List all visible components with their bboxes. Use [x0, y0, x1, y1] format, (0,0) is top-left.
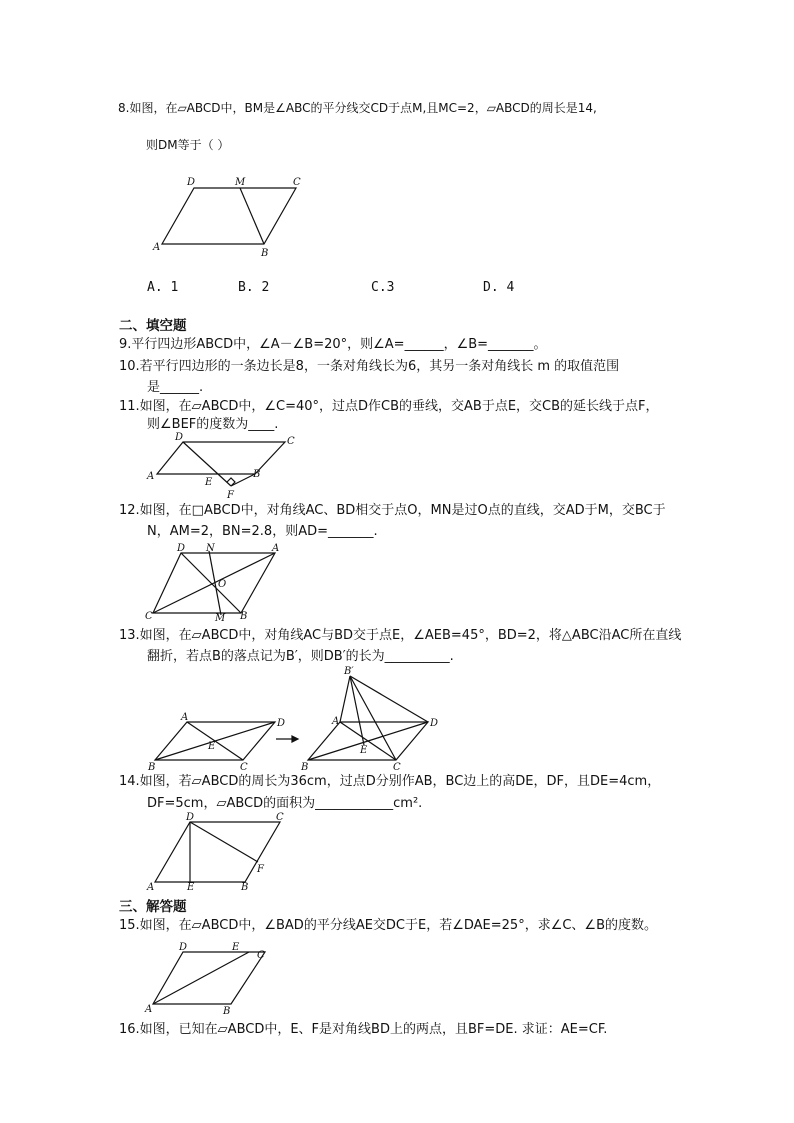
q8-option-b: B. 2 — [238, 280, 270, 295]
q11-figure — [145, 432, 305, 502]
q14-label-a: A — [147, 882, 155, 893]
q12-text-line1: 12.如图，在□ABCD中，对角线AC、BD相交于点O，MN是过O点的直线，交AD于M，交BC于 — [119, 503, 666, 518]
q14-label-d: D — [186, 812, 195, 823]
q8-label-m: M — [235, 177, 246, 188]
q8-text-line2: 则DM等于（ ） — [146, 138, 230, 152]
q14-text-line1: 14.如图，若▱ABCD的周长为36cm，过点D分别作AB，BC边上的高DE，DF，且DE=4cm， — [119, 774, 661, 789]
q8-parallelogram — [162, 188, 296, 244]
q14-text-line2: DF=5cm，▱ABCD的面积为____________cm². — [147, 796, 423, 811]
q11-extension-cf — [231, 474, 255, 486]
q15-label-e: E — [232, 942, 240, 953]
q11-label-d: D — [175, 432, 184, 443]
section-2-heading: 二、填空题 — [119, 318, 187, 334]
q13-right-label-d: D — [430, 718, 439, 729]
q9-text: 9.平行四边形ABCD中，∠A－∠B=20°，则∠A=______，∠B=_______。 — [119, 337, 547, 352]
q13-figure-left — [145, 712, 295, 772]
q12-label-b: B — [240, 611, 248, 622]
q11-text-line2: 则∠BEF的度数为____. — [147, 417, 279, 432]
q13-line-bp-c — [350, 676, 396, 760]
q8-bisector-bm — [240, 188, 264, 244]
q14-label-b: B — [241, 882, 249, 893]
q14-label-f: F — [257, 864, 264, 875]
q13-right-label-e: E — [360, 745, 368, 756]
q13-left-label-b: B — [148, 762, 156, 773]
q16-text: 16.如图，已知在▱ABCD中，E、F是对角线BD上的两点，且BF=DE. 求证：AE=CF. — [119, 1022, 608, 1037]
q12-diagonal-ac — [153, 553, 275, 613]
q12-label-m: M — [215, 613, 226, 624]
q13-left-label-a: A — [181, 712, 189, 723]
q13-right-label-b: B — [301, 762, 309, 773]
q13-right-label-c: C — [393, 762, 401, 773]
q12-text-line2: N，AM=2，BN=2.8，则AD=_______. — [147, 524, 378, 539]
q12-label-n: N — [206, 543, 215, 554]
q15-label-a: A — [145, 1004, 153, 1015]
q13-right-label-bp: B′ — [344, 666, 354, 677]
q8-figure — [150, 172, 320, 262]
q14-label-c: C — [276, 812, 284, 823]
q8-label-a: A — [153, 242, 161, 253]
q12-label-c: C — [145, 611, 153, 622]
q8-option-d: D. 4 — [483, 280, 515, 295]
q13-line-bp-e — [350, 676, 364, 745]
q13-left-label-c: C — [240, 762, 248, 773]
q12-label-a: A — [272, 543, 280, 554]
q8-label-c: C — [293, 177, 301, 188]
q10-text-line2: 是______. — [147, 380, 204, 395]
q13-right-diagonal-bd — [308, 722, 428, 760]
q15-figure — [145, 942, 275, 1017]
section-3-heading: 三、解答题 — [119, 899, 187, 915]
q15-parallelogram — [153, 952, 265, 1004]
q13-arrow — [274, 734, 300, 744]
q15-label-c: C — [257, 950, 265, 961]
q11-label-f: F — [227, 490, 234, 501]
q8-label-d: D — [187, 177, 196, 188]
q14-figure — [145, 812, 290, 892]
q13-left-label-e: E — [208, 741, 216, 752]
q15-text: 15.如图，在▱ABCD中，∠BAD的平分线AE交DC于E，若∠DAE=25°，求∠C、∠B的度数。 — [119, 918, 658, 933]
q11-label-b: B — [253, 469, 261, 480]
q13-line-bp-a — [340, 676, 350, 722]
q8-option-a: A. 1 — [147, 280, 179, 295]
q13-figure-right — [298, 668, 443, 773]
q8-text-line1: 8.如图，在▱ABCD中，BM是∠ABC的平分线交CD于点M,且MC=2，▱ABCD的周长是14, — [118, 101, 597, 115]
q11-label-a: A — [147, 471, 155, 482]
q15-label-b: B — [223, 1006, 231, 1017]
q10-text-line1: 10.若平行四边形的一条边长是8，一条对角线长为6，其另一条对角线长 m 的取值范围 — [119, 359, 620, 374]
q11-label-c: C — [287, 436, 295, 447]
q14-label-e: E — [187, 882, 195, 893]
q13-right-label-a: A — [332, 716, 340, 727]
q14-height-df — [190, 822, 258, 862]
q12-figure — [145, 543, 290, 624]
q11-text-line1: 11.如图，在▱ABCD中，∠C=40°，过点D作CB的垂线，交AB于点E，交CB的延长线于点F， — [119, 399, 659, 414]
q8-label-b: B — [261, 248, 269, 259]
q11-label-e: E — [205, 477, 213, 488]
q8-option-c: C.3 — [371, 280, 395, 295]
q12-label-o: O — [218, 579, 227, 590]
q13-left-label-d: D — [277, 718, 286, 729]
q13-text-line2: 翻折，若点B的落点记为B′，则DB′的长为__________. — [147, 649, 454, 664]
q13-line-bp-d — [350, 676, 428, 722]
q15-label-d: D — [179, 942, 188, 953]
q13-text-line1: 13.如图，在▱ABCD中，对角线AC与BD交于点E，∠AEB=45°，BD=2，将△ABC沿AC所在直线 — [119, 628, 682, 643]
q11-parallelogram — [157, 442, 285, 474]
q12-label-d: D — [177, 543, 186, 554]
